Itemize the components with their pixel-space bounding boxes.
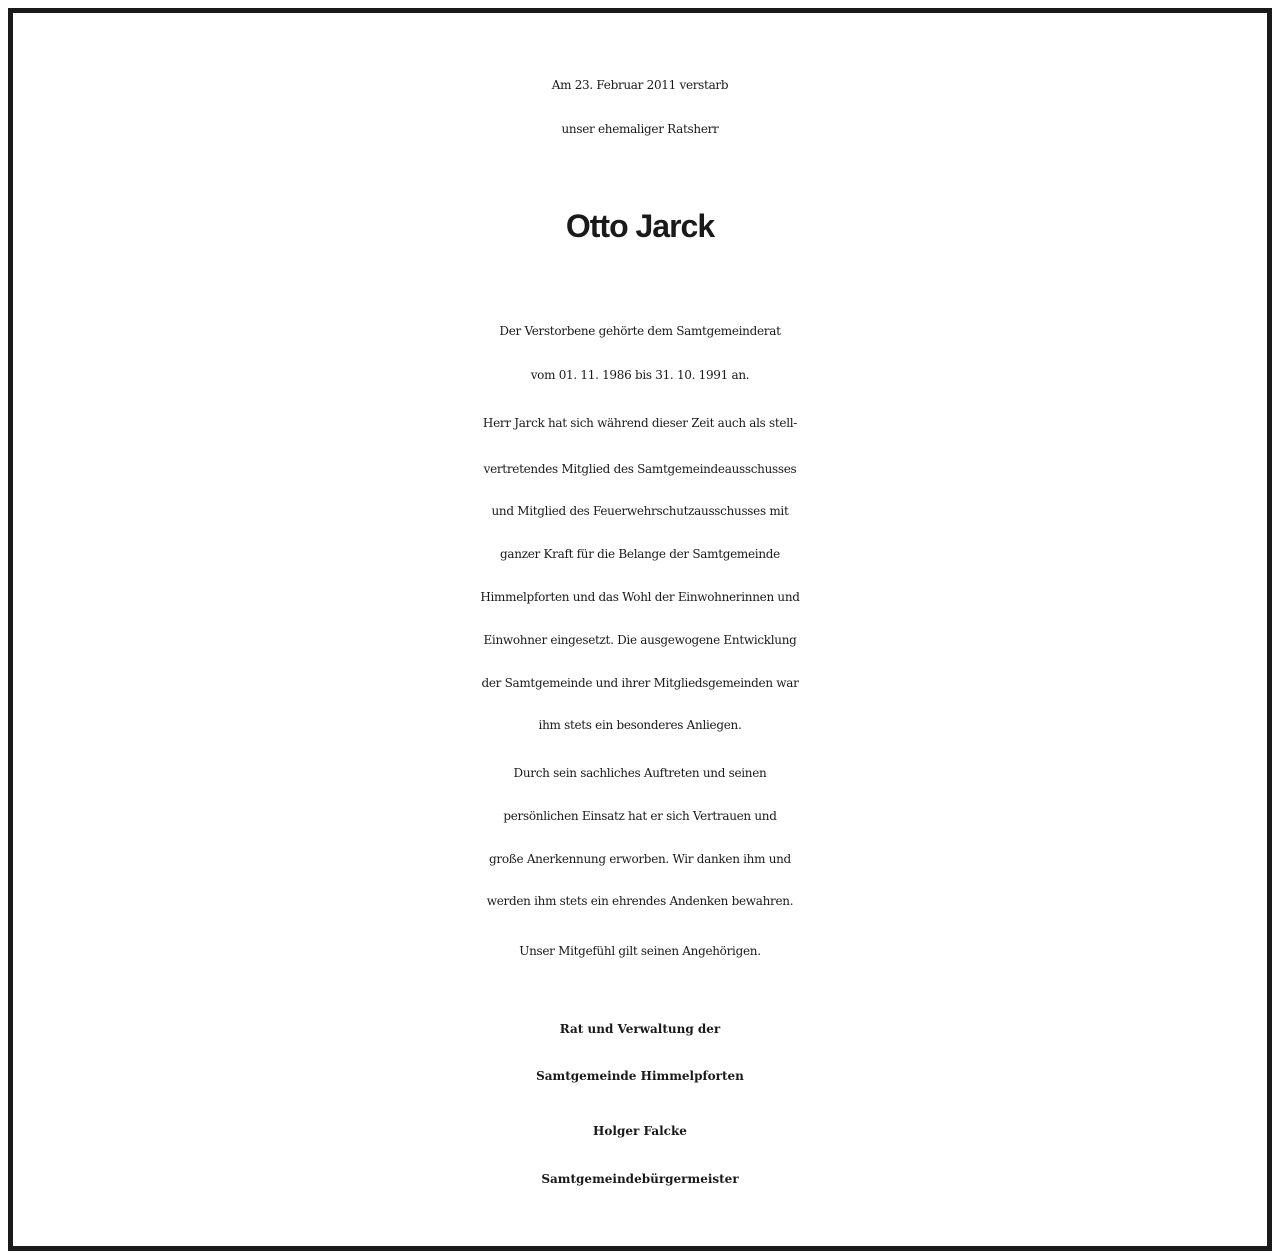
paragraph-line: Unser Mitgefühl gilt seinen Angehörigen. [519,944,761,958]
paragraph-line: ihm stets ein besonderes Anliegen. [538,718,742,732]
intro-line: Am 23. Februar 2011 verstarb [551,78,729,92]
paragraph-line: werden ihm stets ein ehrendes Andenken bewahren. [486,894,794,908]
paragraph-line: ganzer Kraft für die Belange der Samtgemeinde [500,547,780,561]
paragraph-line: vom 01. 11. 1986 bis 31. 10. 1991 an. [530,368,750,382]
paragraph-line: Himmelpforten und das Wohl der Einwohnerinnen und [480,590,800,604]
paragraph-line: Einwohner eingesetzt. Die ausgewogene Entwicklung [483,633,797,647]
intro-line: unser ehemaliger Ratsherr [561,122,719,136]
paragraph-line: große Anerkennung erworben. Wir danken ihm und [489,852,791,866]
signature-person: Holger Falcke [593,1124,687,1138]
paragraph-line: der Samtgemeinde und ihrer Mitgliedsgemeinden war [481,676,799,690]
deceased-name: Otto Jarck [565,208,715,244]
signature-organization: Rat und Verwaltung der [559,1022,721,1036]
paragraph-line: Herr Jarck hat sich während dieser Zeit auch als stell- [482,416,798,430]
paragraph-line: persönlichen Einsatz hat er sich Vertrauen und [503,809,777,823]
paragraph-line: Der Verstorbene gehörte dem Samtgemeinderat [499,324,781,338]
signature-title: Samtgemeindebürgermeister [541,1172,739,1186]
obituary-notice [8,8,1272,1251]
signature-organization: Samtgemeinde Himmelpforten [536,1069,744,1083]
paragraph-line: und Mitglied des Feuerwehrschutzausschusses mit [491,504,789,518]
paragraph-line: Durch sein sachliches Auftreten und seinen [513,766,767,780]
paragraph-line: vertretendes Mitglied des Samtgemeindeausschusses [483,462,797,476]
